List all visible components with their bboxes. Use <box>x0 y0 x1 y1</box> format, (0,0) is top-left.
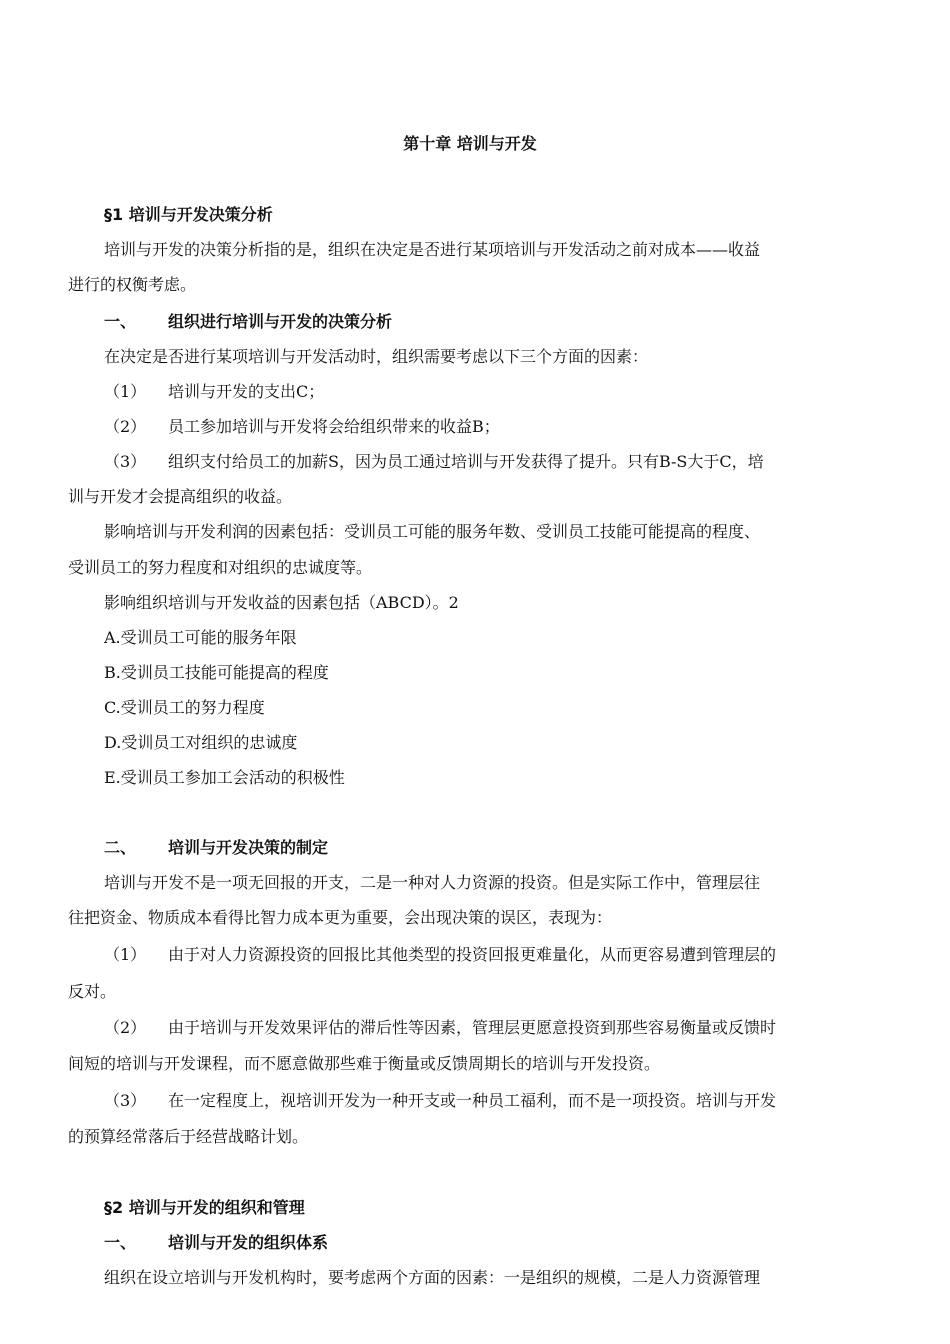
sec1-intro-line-1: 培训与开发的决策分析指的是，组织在决定是否进行某项培训与开发活动之前对成本——收益 <box>104 240 761 259</box>
item-number: （1） <box>104 382 147 401</box>
sec1-paragraph-3-line-1: 培训与开发不是一项无回报的开支，二是一种对人力资源的投资。但是实际工作中，管理层往 <box>104 873 761 892</box>
chapter-title: 第十章 培训与开发 <box>403 134 537 153</box>
item-text: 在一定程度上，视培训开发为一种开支或一种员工福利，而不是一项投资。培训与开发 <box>168 1091 777 1110</box>
item-text: 由于培训与开发效果评估的滞后性等因素，管理层更愿意投资到那些容易衡量或反馈时 <box>168 1018 777 1037</box>
item-number: （1） <box>104 945 147 964</box>
heading-number: 一、 <box>104 1233 137 1252</box>
factor-item-2 <box>104 417 840 437</box>
heading-text: 培训与开发决策的制定 <box>168 838 329 857</box>
misconception-item-3 <box>104 1091 840 1111</box>
heading-number: 一、 <box>104 312 137 331</box>
misconception-item-2-continued: 间短的培训与开发课程，而不愿意做那些难于衡量或反馈周期长的培训与开发投资。 <box>68 1054 661 1073</box>
factor-item-3-continued: 训与开发才会提高组织的收益。 <box>68 487 293 506</box>
item-number: （3） <box>104 1091 147 1110</box>
sec1-paragraph-2-line-2: 受训员工的努力程度和对组织的忠诚度等。 <box>68 558 373 577</box>
factor-item-1 <box>104 382 840 402</box>
question-text: 影响组织培训与开发收益的因素包括（ABCD）。2 <box>104 593 459 612</box>
factor-item-3 <box>104 452 840 472</box>
option-a: A.受训员工可能的服务年限 <box>104 628 297 647</box>
item-number: （2） <box>104 1018 147 1037</box>
heading-text: 培训与开发的组织体系 <box>168 1233 329 1252</box>
section-1-title: §1 培训与开发决策分析 <box>104 205 273 224</box>
item-number: （3） <box>104 452 147 471</box>
section-2-title: §2 培训与开发的组织和管理 <box>104 1198 305 1217</box>
option-b: B.受训员工技能可能提高的程度 <box>104 663 329 682</box>
heading-text: 组织进行培训与开发的决策分析 <box>168 312 393 331</box>
option-d: D.受训员工对组织的忠诚度 <box>104 733 298 752</box>
item-text: 培训与开发的支出C； <box>168 382 325 401</box>
misconception-item-2 <box>104 1018 840 1038</box>
item-text: 组织支付给员工的加薪S，因为员工通过培训与开发获得了提升。只有B-S大于C，培 <box>168 452 764 471</box>
misconception-item-1-continued: 反对。 <box>68 982 117 1001</box>
option-c: C.受训员工的努力程度 <box>104 698 265 717</box>
sec1-paragraph-3-line-2: 往把资金、物质成本看得比智力成本更为重要，会出现决策的误区，表现为： <box>68 908 613 927</box>
sec2-paragraph-1: 组织在设立培训与开发机构时，要考虑两个方面的因素：一是组织的规模，二是人力资源管理 <box>104 1268 761 1287</box>
sec1-paragraph-1: 在决定是否进行某项培训与开发活动时，组织需要考虑以下三个方面的因素： <box>104 347 649 366</box>
sec1-paragraph-2-line-1: 影响培训与开发利润的因素包括：受训员工可能的服务年数、受训员工技能可能提高的程度、 <box>104 522 761 541</box>
heading-number: 二、 <box>104 838 137 857</box>
item-text: 由于对人力资源投资的回报比其他类型的投资回报更难量化，从而更容易遭到管理层的 <box>168 945 777 964</box>
sec1-heading-2 <box>104 838 840 858</box>
misconception-item-1 <box>104 945 840 965</box>
option-e: E.受训员工参加工会活动的积极性 <box>104 768 345 787</box>
misconception-item-3-continued: 的预算经常落后于经营战略计划。 <box>68 1127 309 1146</box>
sec1-intro-line-2: 进行的权衡考虑。 <box>68 275 197 294</box>
item-number: （2） <box>104 417 147 436</box>
item-text: 员工参加培训与开发将会给组织带来的收益B； <box>168 417 500 436</box>
sec2-heading-1 <box>104 1233 840 1253</box>
sec1-heading-1 <box>104 312 840 332</box>
